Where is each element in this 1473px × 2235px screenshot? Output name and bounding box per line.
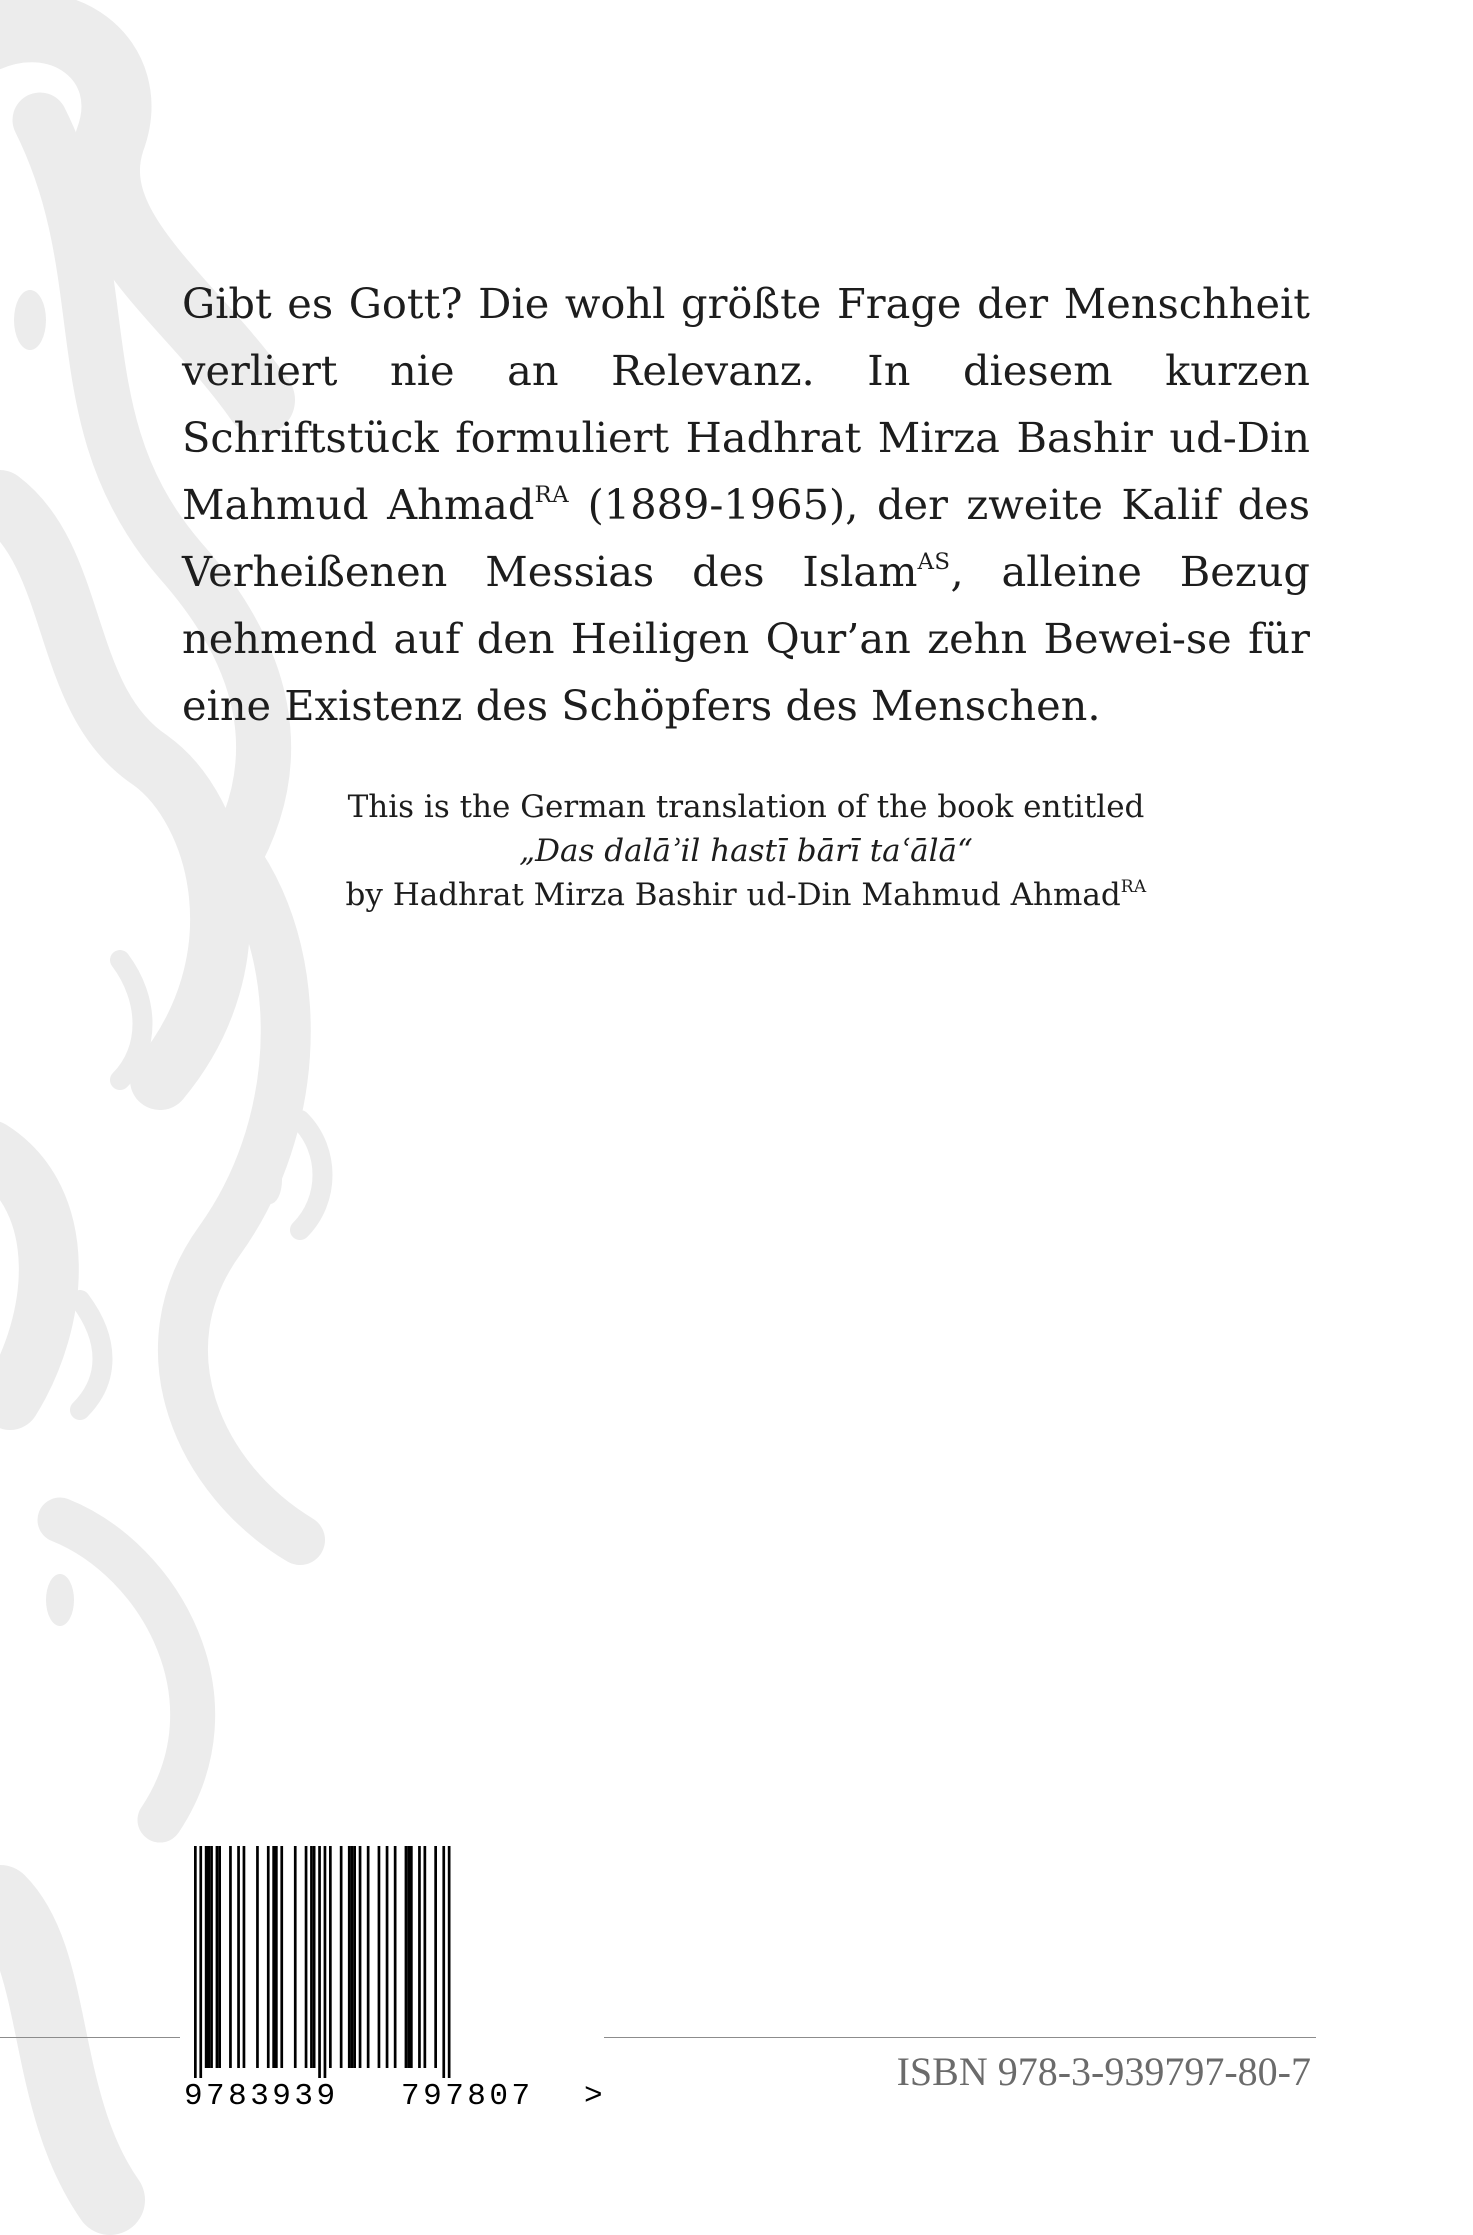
barcode-bar	[208, 1846, 211, 2068]
barcode-bar	[424, 1846, 427, 2068]
barcode-bar	[272, 1846, 275, 2068]
barcode-bars	[194, 1846, 451, 2078]
credits-line-1: This is the German translation of the book entitled	[347, 789, 1145, 825]
barcode-digits-right: 797807	[401, 2079, 534, 2110]
barcode-bar	[243, 1846, 246, 2068]
barcode-bar	[407, 1846, 410, 2068]
blurb-paragraph	[182, 270, 1310, 739]
barcode-bar	[340, 1846, 343, 2068]
barcode-digits-left: 783939	[206, 2079, 339, 2110]
barcode-bar	[442, 1846, 445, 2078]
barcode-bar	[280, 1846, 283, 2068]
barcode-bar	[448, 1846, 451, 2078]
barcode-bar	[218, 1846, 221, 2068]
barcode-bar	[367, 1846, 370, 2068]
honorific-ra-credits: RA	[1120, 877, 1147, 898]
barcode-bar	[210, 1846, 213, 2068]
barcode-bar	[348, 1846, 351, 2068]
honorific-as: AS	[917, 548, 951, 575]
barcode-digit-prefix: 9	[184, 2079, 203, 2110]
barcode-bar	[418, 1846, 421, 2068]
barcode-bar	[229, 1846, 232, 2068]
barcode-bar	[294, 1846, 297, 2068]
barcode-quiet-marker: >	[584, 2079, 603, 2110]
barcode-bar	[394, 1846, 397, 2068]
barcode-bar	[351, 1846, 354, 2068]
translation-credits	[182, 785, 1310, 917]
barcode-bar	[324, 1846, 327, 2078]
barcode-bar	[216, 1846, 219, 2068]
isbn-number: ISBN 978-3-939797-80-7	[896, 2049, 1311, 2094]
barcode-bar	[267, 1846, 270, 2068]
barcode-bar	[353, 1846, 356, 2068]
barcode-bar	[359, 1846, 362, 2068]
author-name: by Hadhrat Mirza Bashir ud-Din Mahmud Ahmad	[345, 877, 1121, 913]
barcode-bar	[405, 1846, 408, 2068]
barcode-bar	[386, 1846, 389, 2068]
barcode-bar	[410, 1846, 413, 2068]
barcode-bar	[237, 1846, 240, 2068]
rule-right	[604, 2037, 1316, 2038]
barcode-bar	[256, 1846, 259, 2068]
book-title: „Das dalāʾil hastī bārī taʿālā“	[519, 833, 973, 869]
blurb-part-3: , alleine Bezug nehmend auf den Heiligen Qur’an zehn Bewei-se für eine Existenz des Schöpfers des Menschen.	[182, 547, 1310, 730]
isbn-barcode	[184, 1846, 612, 2110]
barcode-bar	[434, 1846, 437, 2068]
barcode-bar	[310, 1846, 313, 2068]
blurb-part-1: Gibt es Gott? Die wohl größte Frage der Menschheit verliert nie an Relevanz. In diesem kurzen Schriftstück formuliert Hadhrat Mirza Bashir ud-Din Mahmud Ahmad	[182, 279, 1310, 529]
barcode-bar	[199, 1846, 202, 2078]
rule-left	[0, 2037, 180, 2038]
barcode-bar	[275, 1846, 278, 2068]
blurb-part-2: (1889-1965), der zweite Kalif des Verheißenen Messias des Islam	[182, 480, 1310, 596]
barcode-bar	[318, 1846, 321, 2078]
honorific-ra: RA	[534, 481, 570, 508]
credits-line-3	[182, 873, 1310, 917]
barcode-bar	[305, 1846, 308, 2068]
barcode-bar	[329, 1846, 332, 2068]
barcode-bar	[194, 1846, 197, 2078]
blurb-text	[182, 270, 1310, 739]
barcode-bar	[205, 1846, 208, 2068]
barcode-bar	[378, 1846, 381, 2068]
barcode-bar	[313, 1846, 316, 2068]
